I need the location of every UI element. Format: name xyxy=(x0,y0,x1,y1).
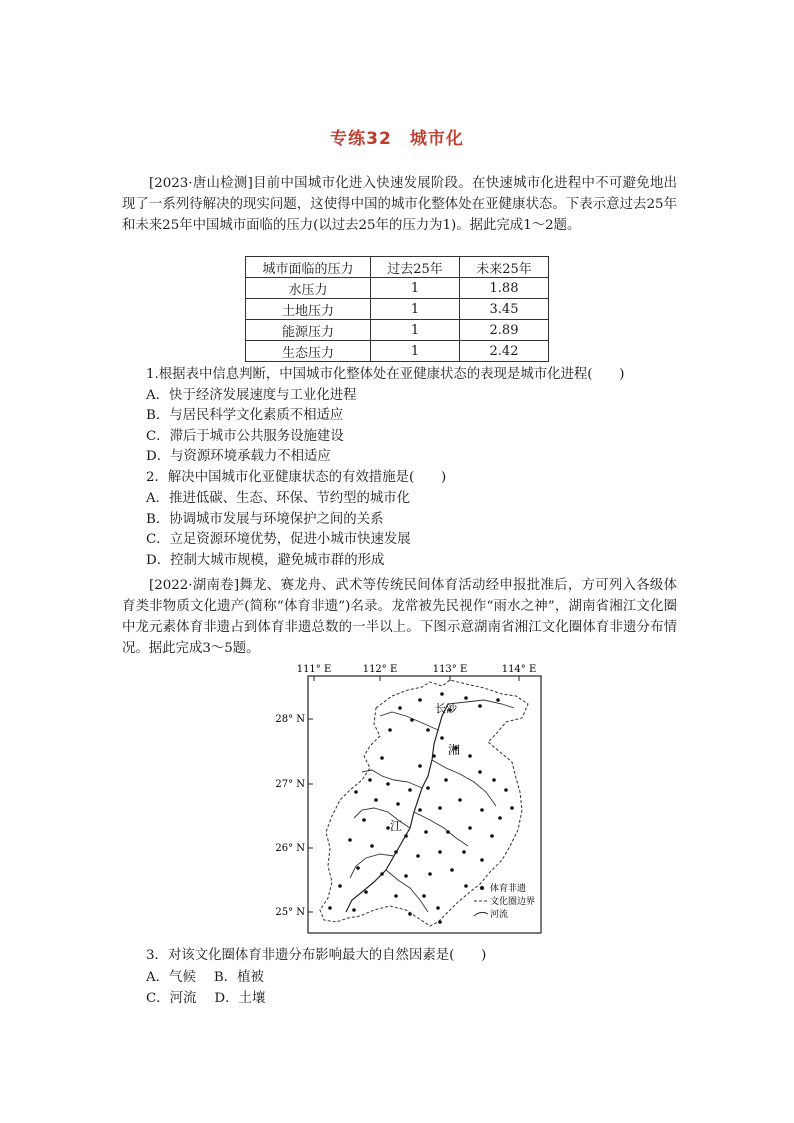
table-row xyxy=(246,320,549,341)
tributary-river xyxy=(414,812,468,846)
lat-label: 27° N xyxy=(275,779,305,790)
table-cell: 1 xyxy=(371,320,460,341)
question-3-options-row-2 xyxy=(146,989,265,1009)
table-row xyxy=(246,278,549,299)
table-header: 城市面临的压力 xyxy=(246,257,371,278)
table-cell: 生态压力 xyxy=(246,341,371,362)
question-1-stem: 1.根据表中信息判断，中国城市化整体处在亚健康状态的表现是城市化进程( ) xyxy=(146,367,625,382)
lon-label: 113° E xyxy=(432,664,468,675)
table-cell: 1.88 xyxy=(460,278,549,299)
question-1-option-a: A．快于经济发展速度与工业化进程 xyxy=(146,388,357,403)
table-cell: 1 xyxy=(371,299,460,320)
table-header: 过去25年 xyxy=(371,257,460,278)
question-1-option-d: D．与资源环境承载力不相适应 xyxy=(146,449,331,464)
table-cell: 1 xyxy=(371,341,460,362)
tributary-river xyxy=(350,854,394,878)
table-cell: 1 xyxy=(371,278,460,299)
lat-label: 28° N xyxy=(275,714,305,725)
lon-label: 112° E xyxy=(362,664,398,675)
question-3-option-d: D．土壤 xyxy=(214,991,266,1006)
table-cell: 3.45 xyxy=(460,299,549,320)
table-cell: 2.89 xyxy=(460,320,549,341)
legend-point-icon xyxy=(480,886,484,890)
question-3-option-b: B．植被 xyxy=(213,970,264,985)
question-1-option-c: C．滞后于城市公共服务设施建设 xyxy=(146,429,344,444)
table-cell: 水压力 xyxy=(246,278,371,299)
table-header-row xyxy=(246,257,549,278)
legend-river-icon xyxy=(474,912,488,916)
question-3-stem: 3．对该文化圈体育非遗分布影响最大的自然因素是( ) xyxy=(146,948,487,963)
heritage-points xyxy=(328,692,514,924)
xiang-river xyxy=(346,704,448,912)
question-2-option-c: C．立足资源环境优势，促进小城市快速发展 xyxy=(146,532,411,547)
table-cell: 土地压力 xyxy=(246,299,371,320)
title-name: 城市化 xyxy=(409,129,464,149)
legend-label: 文化圈边界 xyxy=(490,897,536,907)
river-label: 江 xyxy=(389,819,403,833)
pressure-table xyxy=(245,256,549,362)
question-3-options-row-1 xyxy=(146,968,264,988)
table-header: 未来25年 xyxy=(460,257,549,278)
title-prefix: 专练32 xyxy=(330,129,392,149)
question-2-option-a: A．推进低碳、生态、环保、节约型的城市化 xyxy=(146,491,411,506)
question-3-option-a: A．气候 xyxy=(146,970,196,985)
question-2-stem: 2．解决中国城市化亚健康状态的有效措施是( ) xyxy=(146,470,447,485)
question-1-option-b: B．与居民科学文化素质不相适应 xyxy=(146,408,344,423)
page-title xyxy=(0,124,794,149)
tributary-river xyxy=(380,712,438,730)
river-label: 湘 xyxy=(447,743,461,757)
table-cell: 能源压力 xyxy=(246,320,371,341)
question-2-option-d: D．控制大城市规模，避免城市群的形成 xyxy=(146,553,385,568)
legend-label: 河流 xyxy=(490,910,509,920)
lon-label: 111° E xyxy=(296,664,332,675)
legend-label: 体育非遗 xyxy=(490,884,527,894)
table-row xyxy=(246,299,549,320)
table-row xyxy=(246,341,549,362)
tributary-river xyxy=(432,760,496,806)
question-2-option-b: B．协调城市发展与环境保护之间的关系 xyxy=(146,512,384,527)
intro-paragraph-1: [2023·唐山检测]目前中国城市化进入快速发展阶段。在快速城市化进程中不可避免地出现了一系列待解决的现实问题，这使得中国的城市化整体处在亚健康状态。下表示意过去25年和未来25年中国城市面临的压力(以过去25年的压力为1)。据此完成1～2题。 xyxy=(122,176,677,233)
lat-label: 25° N xyxy=(275,907,305,918)
lon-label: 114° E xyxy=(501,664,537,675)
xiangjiang-culture-map xyxy=(270,660,545,936)
question-3-option-c: C．河流 xyxy=(146,991,197,1006)
table-cell: 2.42 xyxy=(460,341,549,362)
lat-label: 26° N xyxy=(275,843,305,854)
intro-paragraph-2: [2022·湖南卷]舞龙、赛龙舟、武术等传统民间体育活动经申报批准后，方可列入各级体育类非物质文化遗产(简称“体育非遗”)名录。龙常被先民视作“雨水之神”，湖南省湘江文化圈中龙元素体育非遗占到体育非遗总数的一半以上。下图示意湖南省湘江文化圈体育非遗分布情况。据此完成3～5题。 xyxy=(122,578,677,656)
city-label-changsha: 长沙 xyxy=(435,702,457,715)
